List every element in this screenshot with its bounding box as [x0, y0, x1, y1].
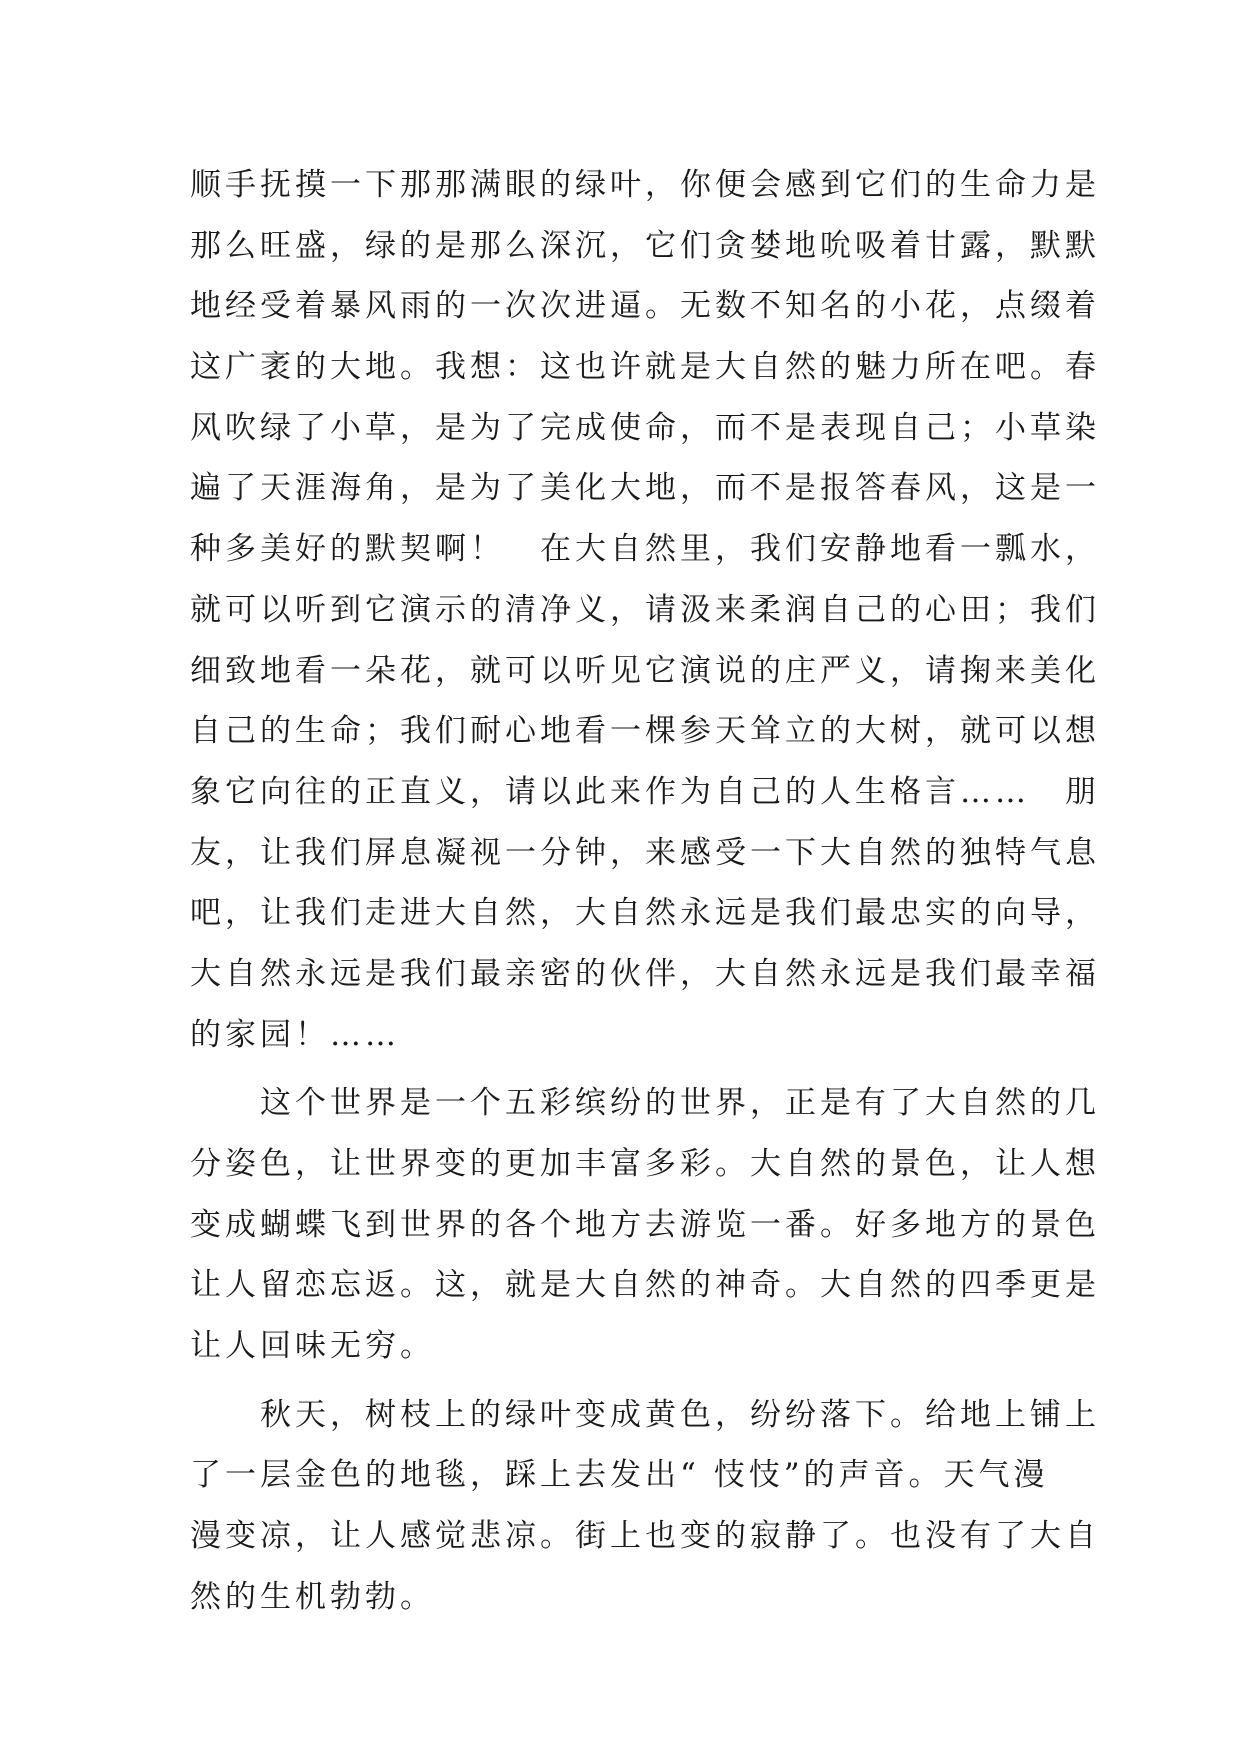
text-line: 了一层金色的地毯，踩上去发出“ 忮忮”的声音。天气漫 — [190, 1457, 1049, 1494]
text-line: 友，让我们屏息凝视一分钟，来感受一下大自然的独特气息 — [190, 834, 1100, 871]
text-line: 让人回味无穷。 — [190, 1328, 435, 1365]
paragraph-2 — [190, 1073, 1100, 1376]
text-line: 种多美好的默契啊！ 在大自然里，我们安静地看一瓢水， — [190, 531, 1100, 568]
text-line: 细致地看一朵花，就可以听见它演说的庄严义，请掬来美化 — [190, 652, 1100, 689]
text-line: 漫变凉，让人感觉悲凉。街上也变的寂静了。也没有了大自 — [190, 1518, 1100, 1555]
paragraph-3 — [190, 1385, 1100, 1628]
text-line: 就可以听到它演示的清净义，请汲来柔润自己的心田；我们 — [190, 591, 1100, 628]
text-line: 自己的生命；我们耐心地看一棵参天耸立的大树，就可以想 — [190, 713, 1100, 750]
text-line: 然的生机勃勃。 — [190, 1578, 435, 1615]
text-line: 那么旺盛，绿的是那么深沉，它们贪婪地吮吸着甘露，默默 — [190, 227, 1100, 264]
text-line: 遍了天涯海角，是为了美化大地，而不是报答春风，这是一 — [190, 470, 1100, 507]
text-line: 地经受着暴风雨的一次次进逼。无数不知名的小花，点缀着 — [190, 288, 1100, 325]
text-line: 变成蝴蝶飞到世界的各个地方去游览一番。好多地方的景色 — [190, 1206, 1100, 1243]
text-line: 大自然永远是我们最亲密的伙伴，大自然永远是我们最幸福 — [190, 955, 1100, 992]
text-line: 让人留恋忘返。这，就是大自然的神奇。大自然的四季更是 — [190, 1267, 1100, 1304]
paragraph-1 — [190, 155, 1100, 1065]
text-line: 的家园！…… — [190, 1016, 400, 1053]
text-line: 象它向往的正直义，请以此来作为自己的人生格言…… 朋 — [190, 773, 1100, 810]
document-body — [190, 155, 1100, 1628]
text-line: 风吹绿了小草，是为了完成使命，而不是表现自己；小草染 — [190, 409, 1100, 446]
text-line: 吧，让我们走进大自然，大自然永远是我们最忠实的向导， — [190, 895, 1100, 932]
text-line: 这广袤的大地。我想：这也许就是大自然的魅力所在吧。春 — [190, 349, 1100, 386]
text-line: 分姿色，让世界变的更加丰富多彩。大自然的景色，让人想 — [190, 1146, 1100, 1182]
text-line: 顺手抚摸一下那那满眼的绿叶，你便会感到它们的生命力是 — [190, 167, 1100, 203]
text-line: 秋天，树枝上的绿叶变成黄色，纷纷落下。给地上铺上 — [190, 1396, 1100, 1433]
text-line: 这个世界是一个五彩缤纷的世界，正是有了大自然的几 — [190, 1085, 1100, 1122]
